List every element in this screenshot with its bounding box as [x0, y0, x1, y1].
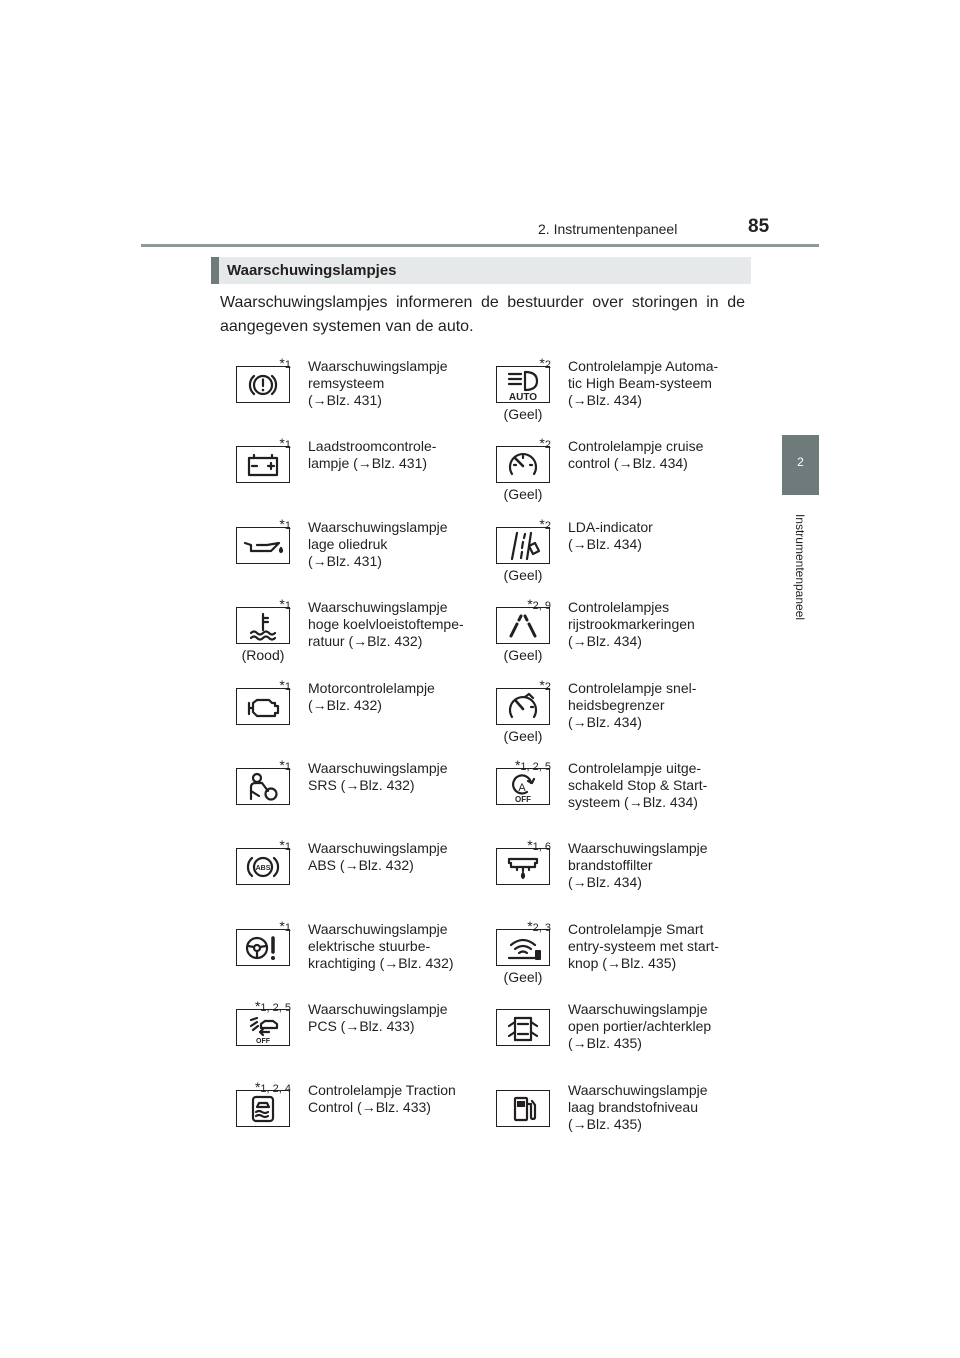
page-reference: Blz. 434): [586, 633, 642, 649]
footnote-asterisk: *: [279, 516, 285, 532]
description-line: (: [568, 874, 573, 890]
cruise-control-icon: [496, 446, 550, 483]
airbag-icon: [236, 768, 290, 805]
warning-light-entry-right-2: [481, 432, 731, 502]
chapter-tab: [782, 435, 819, 495]
lamp-description: [308, 760, 478, 794]
footnote-number: 1: [284, 600, 291, 612]
warning-light-entry-right-9: [481, 995, 731, 1065]
footnote-number: 2: [544, 520, 551, 532]
description-line: Controlelampjes: [568, 599, 670, 615]
description-line: SRS (: [308, 777, 346, 793]
description-line: (: [568, 633, 573, 649]
footnote-number: 2, 9: [532, 600, 551, 612]
description-line: rijstrookmarkeringen: [568, 616, 695, 632]
page-reference: Blz. 434): [642, 794, 698, 810]
footnote-number: 1: [284, 681, 291, 693]
pcs-off-icon: [236, 1009, 290, 1046]
footnote-number: 1, 2, 4: [260, 1083, 291, 1095]
footnote-number: 2, 3: [532, 922, 551, 934]
page-reference: Blz. 434): [632, 455, 688, 471]
footnote-asterisk: *: [279, 435, 285, 451]
battery-icon: [236, 446, 290, 483]
lamp-description: [568, 1001, 738, 1052]
warning-light-entry-left-8: [221, 915, 471, 985]
description-line: heidsbegrenzer: [568, 697, 665, 713]
see-page-arrow: →: [312, 553, 327, 569]
footnote-asterisk: *: [279, 355, 285, 371]
footnote-asterisk: *: [539, 516, 545, 532]
description-line: (: [568, 392, 573, 408]
description-line: Waarschuwingslampje: [308, 840, 448, 856]
description-line: open portier/achterklep: [568, 1018, 712, 1034]
lamp-description: [568, 599, 738, 650]
lamp-color: (Geel): [503, 969, 543, 985]
footnote-number: 2: [544, 359, 551, 371]
description-line: krachtiging (: [308, 955, 385, 971]
oil-can-icon: [236, 527, 290, 564]
see-page-arrow: →: [628, 794, 643, 810]
description-line: Controlelampje uitge-: [568, 760, 702, 776]
see-page-arrow: →: [357, 455, 372, 471]
description-line: lage oliedruk: [308, 536, 388, 552]
page-reference: Blz. 433): [359, 1018, 415, 1034]
description-line: Control (: [308, 1099, 362, 1115]
description-line: Motorcontrolelampje: [308, 680, 435, 696]
page-reference: Blz. 432): [398, 955, 454, 971]
lamp-description: [308, 921, 478, 972]
warning-light-entry-right-5: [481, 674, 731, 744]
see-page-arrow: →: [618, 455, 633, 471]
lamp-description: [308, 438, 478, 472]
lamp-description: [568, 680, 738, 731]
lamp-color: (Geel): [503, 647, 543, 663]
description-line: Waarschuwingslampje: [308, 519, 448, 535]
description-line: (: [568, 1035, 573, 1051]
lamp-description: [308, 1001, 478, 1035]
footnote-asterisk: *: [527, 596, 533, 612]
description-line: PCS (: [308, 1018, 346, 1034]
see-page-arrow: →: [572, 874, 587, 890]
see-page-arrow: →: [344, 857, 359, 873]
description-line: Waarschuwingslampje: [568, 1082, 708, 1098]
stop-start-a-label: A: [518, 782, 526, 794]
page-reference: Blz. 432): [359, 777, 415, 793]
lamp-description: [568, 840, 738, 891]
description-line: Controlelampje Traction: [308, 1082, 456, 1098]
brake-system-icon: [236, 366, 290, 403]
page-reference: Blz. 431): [371, 455, 428, 471]
page-reference: Blz. 435): [586, 1035, 642, 1051]
fuel-level-icon: [496, 1090, 550, 1127]
description-line: (: [308, 392, 313, 408]
see-page-arrow: →: [361, 1099, 376, 1115]
description-line: (: [308, 553, 313, 569]
footnote-asterisk: *: [539, 435, 545, 451]
warning-light-entry-right-1: [481, 352, 731, 422]
description-line: lampje (: [308, 455, 358, 471]
description-line: Waarschuwingslampje: [568, 840, 708, 856]
off-label: OFF: [256, 1038, 270, 1045]
footnote-number: 1: [284, 841, 291, 853]
page-reference: Blz. 434): [586, 874, 642, 890]
footnote-asterisk: *: [279, 837, 285, 853]
footnote-asterisk: *: [279, 918, 285, 934]
page-reference: Blz. 432): [367, 633, 423, 649]
warning-light-entry-left-9: [221, 995, 471, 1065]
see-page-arrow: →: [572, 714, 587, 730]
chapter-tab-label: Instrumentenpaneel: [793, 513, 807, 621]
footnote-asterisk: *: [279, 596, 285, 612]
description-line: Controlelampje Smart: [568, 921, 704, 937]
page-reference: Blz. 433): [375, 1099, 431, 1115]
footnote-number: 1, 6: [532, 841, 551, 853]
warning-light-entry-left-4: [221, 593, 471, 663]
page-reference: Blz. 434): [586, 714, 642, 730]
footnote-asterisk: *: [539, 355, 545, 371]
abs-icon: [236, 848, 290, 885]
lamp-description: [568, 438, 738, 472]
footnote-asterisk: *: [527, 918, 533, 934]
page-reference: Blz. 435): [586, 1116, 642, 1132]
footnote-number: 1: [284, 439, 291, 451]
footnote-asterisk: *: [527, 837, 533, 853]
see-page-arrow: →: [312, 392, 327, 408]
smart-entry-icon: [496, 929, 550, 966]
lamp-description: [568, 1082, 738, 1133]
warning-light-entry-right-7: [481, 834, 731, 904]
footnote-asterisk: *: [514, 757, 521, 773]
see-page-arrow: →: [572, 392, 587, 408]
page-reference: Blz. 431): [326, 553, 382, 569]
header-rule: [141, 244, 819, 247]
stop-start-off-icon: [496, 768, 550, 805]
warning-light-entry-left-10: [221, 1076, 471, 1146]
see-page-arrow: →: [572, 536, 587, 552]
description-line: laag brandstofniveau: [568, 1099, 698, 1115]
description-line: Waarschuwingslampje: [308, 358, 448, 374]
page-reference: Blz. 434): [586, 392, 642, 408]
warning-light-entry-left-1: [221, 352, 471, 422]
open-door-icon: [496, 1009, 550, 1046]
lamp-description: [568, 358, 738, 409]
section-heading: [211, 257, 751, 284]
description-line: remsysteem: [308, 375, 385, 391]
description-line: Controlelampje snel-: [568, 680, 697, 696]
chapter-title: 2. Instrumentenpaneel: [538, 221, 678, 237]
footnote-number: 1: [284, 520, 291, 532]
lamp-description: [568, 921, 738, 972]
description-line: knop (: [568, 955, 607, 971]
warning-light-entry-right-10: [481, 1076, 731, 1146]
traction-control-icon: [236, 1090, 290, 1127]
footnote-number: 1, 2, 5: [520, 761, 551, 773]
footnote-asterisk: *: [539, 677, 545, 693]
description-line: tic High Beam-systeem: [568, 375, 712, 391]
lamp-description: [308, 358, 478, 409]
description-line: Waarschuwingslampje: [308, 921, 448, 937]
description-line: Waarschuwingslampje: [308, 1001, 448, 1017]
warning-light-entry-right-3: [481, 513, 731, 583]
lamp-description: [308, 840, 478, 874]
warning-light-entry-left-6: [221, 754, 471, 824]
warning-light-entry-right-4: [481, 593, 731, 663]
footnote-asterisk: *: [279, 677, 285, 693]
engine-icon: [236, 688, 290, 725]
description-line: Laadstroomcontrole-: [308, 438, 437, 454]
see-page-arrow: →: [345, 1018, 360, 1034]
lamp-description: [308, 680, 478, 714]
off-label: OFF: [515, 795, 531, 804]
footnote-asterisk: *: [254, 998, 261, 1014]
description-line: systeem (: [568, 794, 629, 810]
footnote-asterisk: *: [254, 1079, 261, 1095]
see-page-arrow: →: [353, 633, 368, 649]
warning-light-entry-left-7: [221, 834, 471, 904]
lamp-description: [568, 519, 738, 553]
description-line: ABS (: [308, 857, 345, 873]
auto-high-beam-icon: [496, 366, 550, 403]
description-line: brandstoffilter: [568, 857, 653, 873]
lamp-color: (Rood): [241, 647, 285, 663]
description-line: LDA-indicator: [568, 519, 653, 535]
page-number: 85: [748, 216, 770, 237]
power-steering-icon: [236, 929, 290, 966]
abs-icon-label: ABS: [255, 865, 271, 872]
footnote-number: 1: [284, 359, 291, 371]
description-line: Controlelampje Automa-: [568, 358, 719, 374]
description-line: Controlelampje cruise: [568, 438, 704, 454]
page-reference: Blz. 432): [326, 697, 382, 713]
footnote-number: 1: [284, 761, 291, 773]
lamp-color: (Geel): [503, 486, 543, 502]
lamp-color: (Geel): [503, 728, 543, 744]
see-page-arrow: →: [384, 955, 399, 971]
page-reference: Blz. 432): [358, 857, 414, 873]
description-line: Waarschuwingslampje: [308, 760, 448, 776]
see-page-arrow: →: [606, 955, 621, 971]
fuel-filter-icon: [496, 848, 550, 885]
lamp-description: [308, 599, 478, 650]
warning-light-entry-left-2: [221, 432, 471, 502]
lda-icon: [496, 527, 550, 564]
see-page-arrow: →: [312, 697, 327, 713]
description-line: Waarschuwingslampje: [308, 599, 448, 615]
chapter-tab-number: 2: [797, 455, 804, 469]
warning-light-entry-left-3: [221, 513, 471, 583]
lamp-description: [308, 1082, 478, 1116]
description-line: schakeld Stop & Start-: [568, 777, 708, 793]
lamp-description: [568, 760, 738, 811]
description-line: (: [308, 697, 313, 713]
footnote-asterisk: *: [279, 757, 285, 773]
footnote-number: 1: [284, 922, 291, 934]
auto-label: AUTO: [508, 392, 538, 402]
footnote-number: 2: [544, 439, 551, 451]
section-title: Waarschuwingslampjes: [227, 262, 397, 279]
lane-markings-icon: [496, 607, 550, 644]
warning-light-entry-right-6: [481, 754, 731, 824]
footnote-number: 2: [544, 681, 551, 693]
see-page-arrow: →: [572, 633, 587, 649]
description-line: hoge koelvloeistoftempe-: [308, 616, 464, 632]
lamp-color: (Geel): [503, 567, 543, 583]
intro-paragraph: Waarschuwingslampjes informeren de bestuurder over storingen in de aangegeven systemen van de auto.: [220, 294, 745, 335]
footnote-number: 1, 2, 5: [260, 1002, 291, 1014]
see-page-arrow: →: [572, 1116, 587, 1132]
description-line: ratuur (: [308, 633, 354, 649]
description-line: (: [568, 1116, 573, 1132]
warning-light-entry-left-5: [221, 674, 471, 744]
description-line: entry-systeem met start-: [568, 938, 719, 954]
description-line: Waarschuwingslampje: [568, 1001, 708, 1017]
lamp-description: [308, 519, 478, 570]
page-reference: Blz. 435): [620, 955, 677, 971]
coolant-temperature-icon: [236, 607, 290, 644]
warning-light-entry-right-8: [481, 915, 731, 985]
description-line: elektrische stuurbe-: [308, 938, 431, 954]
description-line: (: [568, 714, 573, 730]
page-reference: Blz. 434): [586, 536, 642, 552]
lamp-color: (Geel): [503, 406, 543, 422]
page-reference: Blz. 431): [326, 392, 382, 408]
description-line: (: [568, 536, 573, 552]
see-page-arrow: →: [572, 1035, 587, 1051]
see-page-arrow: →: [345, 777, 360, 793]
description-line: control (: [568, 455, 619, 471]
speed-limiter-icon: [496, 688, 550, 725]
